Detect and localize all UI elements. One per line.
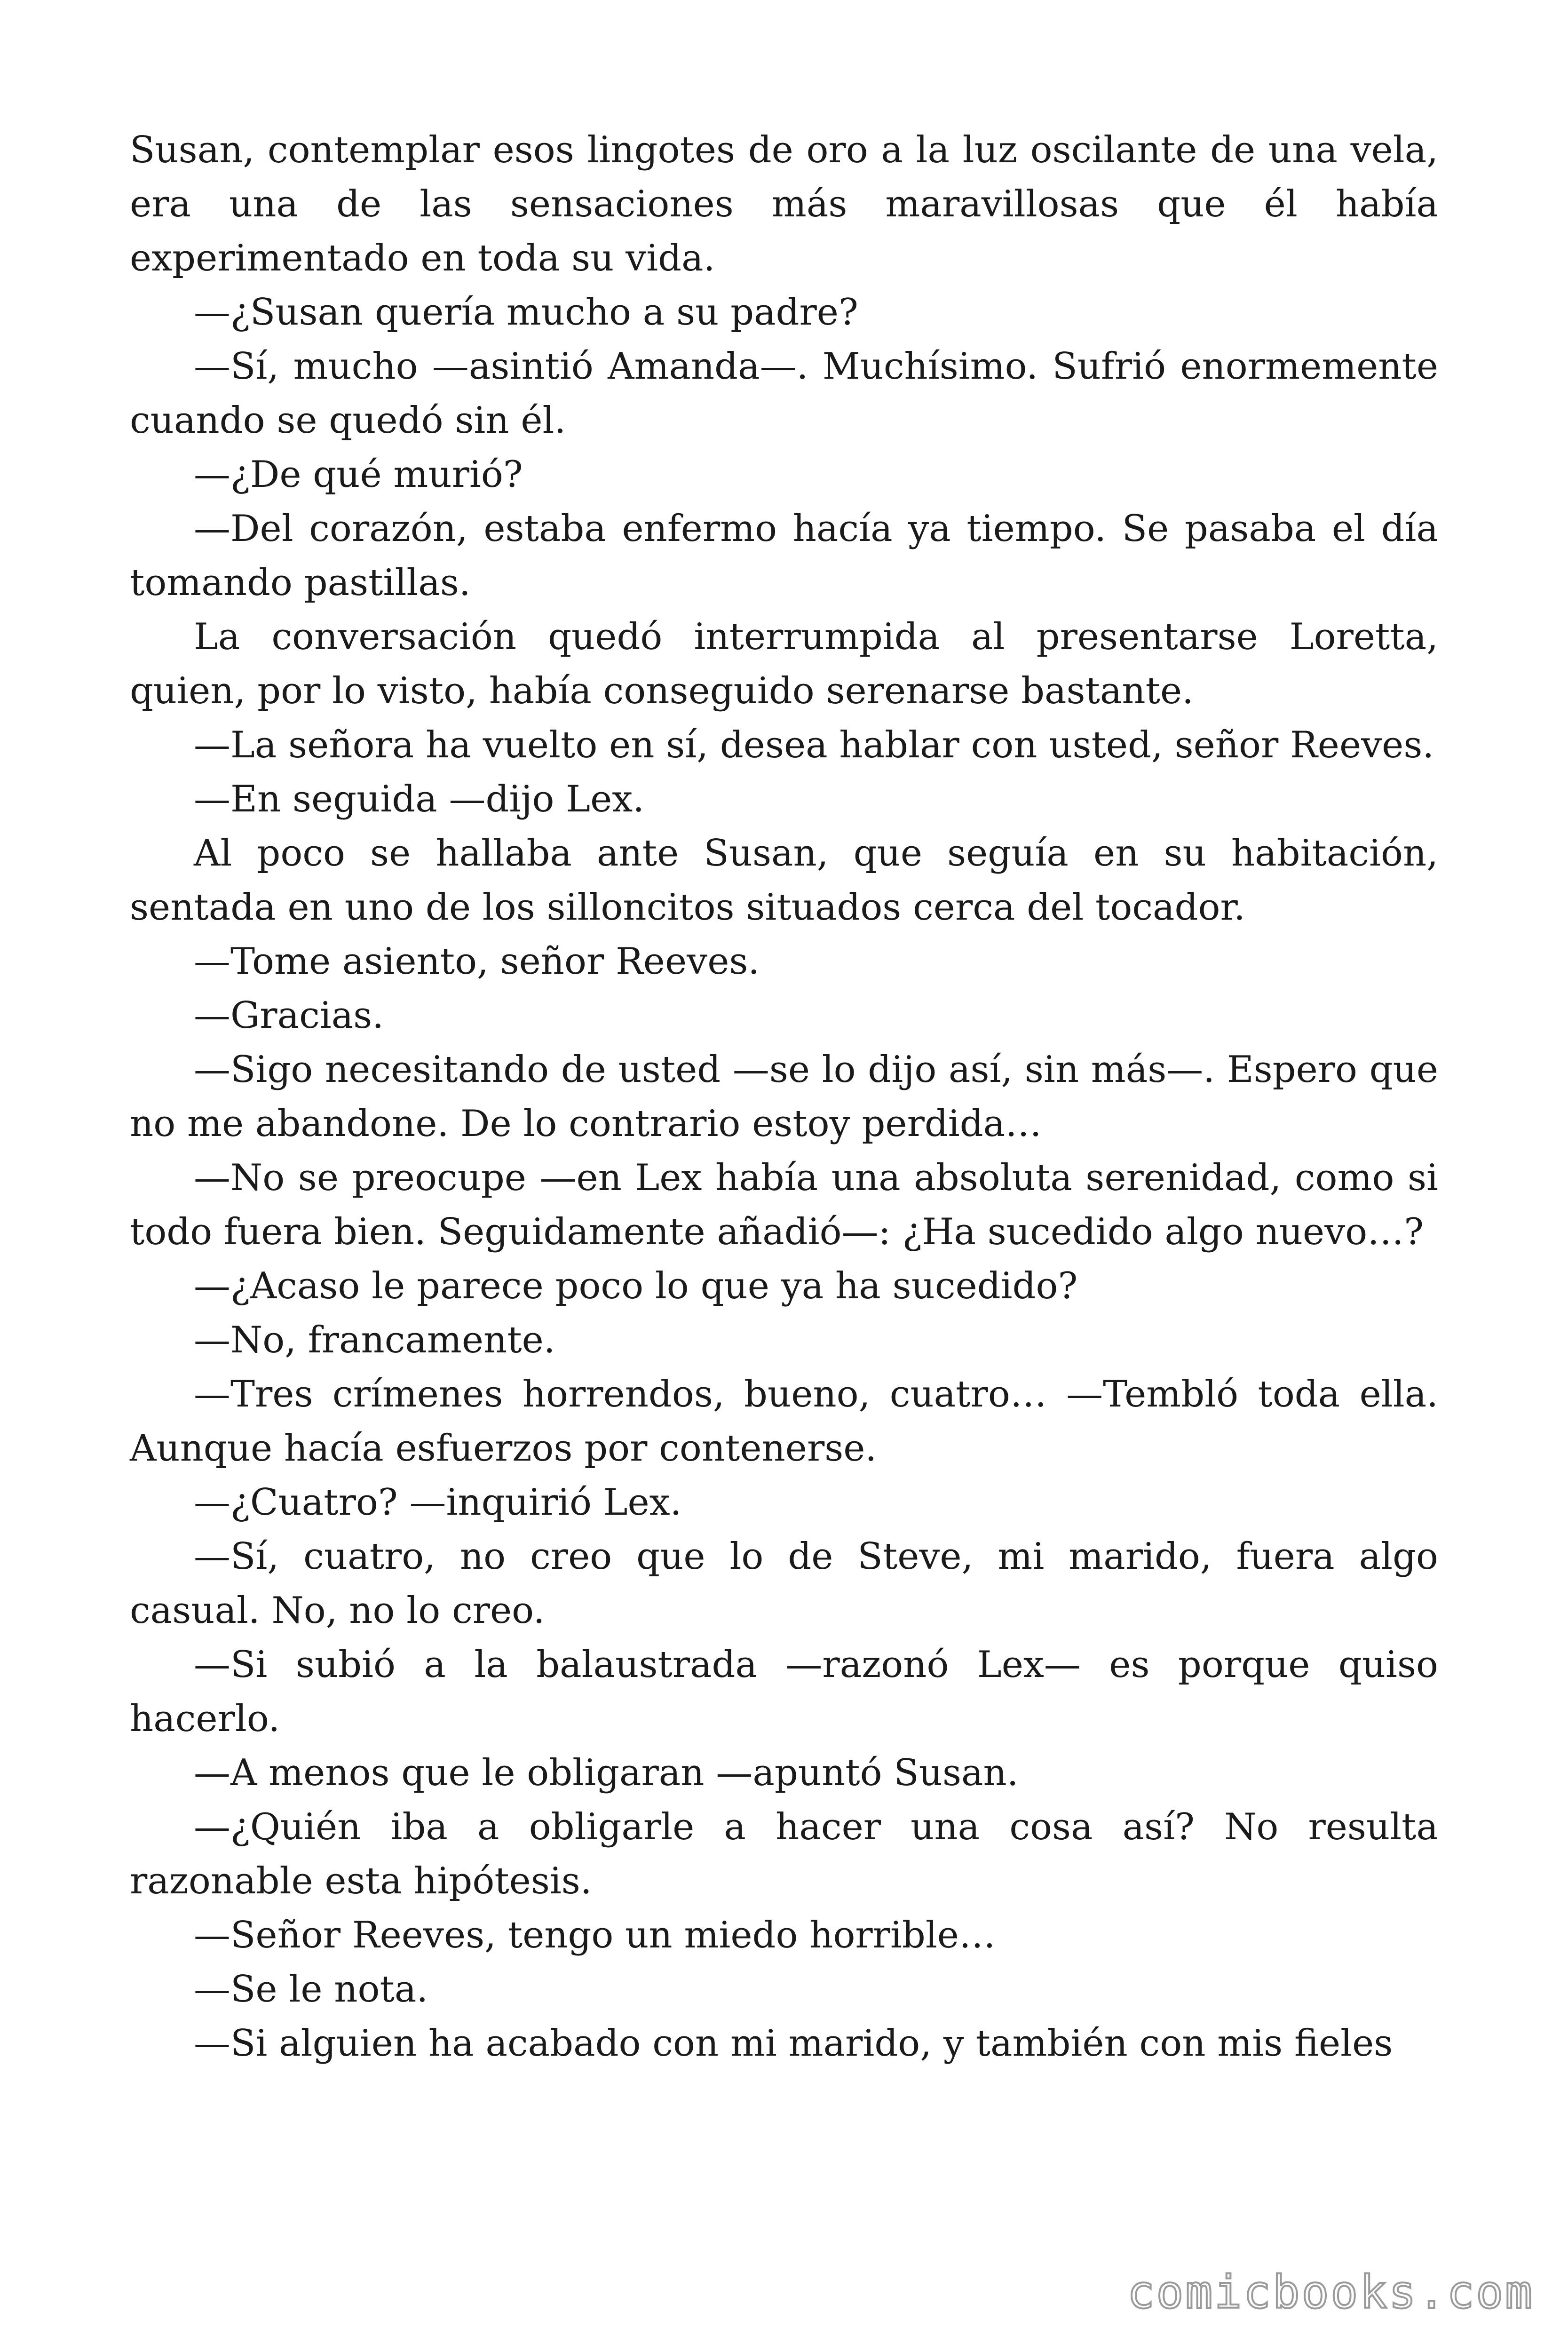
paragraph: Al poco se hallaba ante Susan, que seguía en su habitación, sentada en uno de los silloncitos situados cerca del tocador. <box>130 832 1438 929</box>
paragraph: —Si subió a la balaustrada —razonó Lex— es porque quiso hacerlo. <box>130 1644 1438 1740</box>
paragraph: —¿Acaso le parece poco lo que ya ha sucedido? <box>194 1265 1078 1307</box>
paragraph: —Sí, cuatro, no creo que lo de Steve, mi marido, fuera algo casual. No, no lo creo. <box>130 1535 1438 1632</box>
paragraph: —Si alguien ha acabado con mi marido, y también con mis fieles <box>194 2022 1393 2065</box>
paragraph: —¿De qué murió? <box>194 453 523 496</box>
paragraph: —¿Cuatro? —inquirió Lex. <box>194 1481 682 1524</box>
paragraph: —No se preocupe —en Lex había una absoluta serenidad, como si todo fuera bien. Seguidamente añadió—: ¿Ha sucedido algo nuevo…? <box>130 1157 1438 1253</box>
paragraph: —¿Susan quería mucho a su padre? <box>194 291 858 334</box>
paragraph: —En seguida —dijo Lex. <box>194 778 645 820</box>
watermark: comicbooks.com <box>1127 2266 1534 2319</box>
paragraph: —Del corazón, estaba enfermo hacía ya tiempo. Se pasaba el día tomando pastillas. <box>130 508 1438 604</box>
paragraph: —La señora ha vuelto en sí, desea hablar con usted, señor Reeves. <box>194 724 1434 766</box>
paragraph: —Tres crímenes horrendos, bueno, cuatro… —Tembló toda ella. Aunque hacía esfuerzos por contenerse. <box>130 1373 1438 1470</box>
paragraph: —Sí, mucho —asintió Amanda—. Muchísimo. Sufrió enormemente cuando se quedó sin él. <box>130 345 1438 442</box>
paragraph: —Se le nota. <box>194 1968 428 2010</box>
paragraph: Susan, contemplar esos lingotes de oro a la luz oscilante de una vela, era una de las sensaciones más maravillosas que él había experimentado en toda su vida. <box>130 129 1438 279</box>
paragraph: —A menos que le obligaran —apuntó Susan. <box>194 1752 1019 1794</box>
paragraph: —¿Quién iba a obligarle a hacer una cosa así? No resulta razonable esta hipótesis. <box>130 1806 1438 1902</box>
paragraph: —Sigo necesitando de usted —se lo dijo así, sin más—. Espero que no me abandone. De lo contrario estoy perdida… <box>130 1049 1438 1145</box>
paragraph: —Señor Reeves, tengo un miedo horrible… <box>194 1914 996 1956</box>
paragraph: —Gracias. <box>194 994 384 1037</box>
paragraph: —No, francamente. <box>194 1319 555 1361</box>
book-page-text <box>130 123 1438 2071</box>
paragraph: —Tome asiento, señor Reeves. <box>194 940 760 983</box>
paragraph: La conversación quedó interrumpida al presentarse Loretta, quien, por lo visto, había conseguido serenarse bastante. <box>130 616 1438 712</box>
